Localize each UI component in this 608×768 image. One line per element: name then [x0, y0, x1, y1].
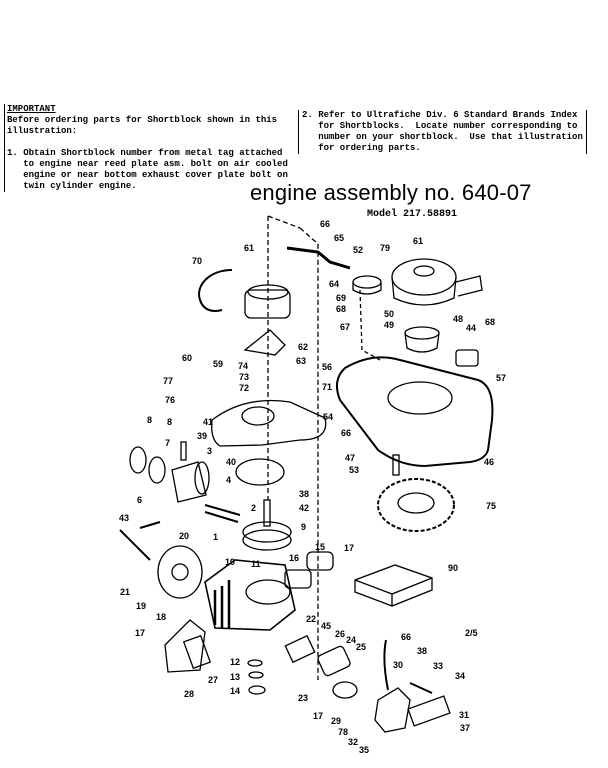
- part-number-label: 77: [163, 376, 174, 386]
- spring: [120, 530, 150, 560]
- part-number-label: 12: [230, 657, 241, 667]
- part-number-label: 38: [299, 489, 310, 499]
- part-number-label: 75: [486, 501, 497, 511]
- carburetor: [375, 688, 410, 732]
- note-item-1: 1. Obtain Shortblock number from metal tag attached to engine near reed plate asm. bolt on air cooled engine or near bottom exhaust cover plate bolt on twin cylinder engine.: [7, 148, 288, 191]
- important-heading: IMPORTANT: [7, 104, 56, 114]
- part-number-label: 10: [225, 557, 236, 567]
- part-number-label: 47: [345, 453, 356, 463]
- gasket: [236, 459, 284, 485]
- part-number-label: 78: [338, 727, 349, 737]
- crankshaft: [243, 522, 291, 542]
- part-number-label: 45: [321, 621, 332, 631]
- part-number-label: 32: [348, 737, 359, 747]
- part-number-label: 66: [320, 219, 331, 229]
- part-number-label: 19: [136, 601, 147, 611]
- part-number-label: 23: [298, 693, 309, 703]
- part-number-label: 35: [359, 745, 370, 755]
- part-number-label: 68: [336, 304, 347, 314]
- connecting-rod: [205, 505, 240, 522]
- spark-plug: [393, 455, 399, 475]
- part-number-label: 50: [384, 309, 395, 319]
- part-number-label: 24: [346, 635, 357, 645]
- part-number-label: 11: [251, 559, 261, 569]
- part-number-label: 59: [213, 359, 224, 369]
- reed-assembly: [317, 645, 352, 677]
- fuel-cap: [353, 276, 381, 288]
- part-number-label: 48: [453, 314, 464, 324]
- part-number-label: 56: [322, 362, 333, 372]
- part-number-label: 68: [485, 317, 496, 327]
- part-number-label: 61: [413, 236, 424, 246]
- part-number-label: 4: [226, 475, 232, 485]
- part-number-label: 3: [207, 446, 213, 456]
- part-number-label: 27: [208, 675, 219, 685]
- part-number-label: 49: [384, 320, 395, 330]
- piston: [172, 462, 206, 502]
- part-number-label: 63: [296, 356, 307, 366]
- part-number-label: 15: [315, 542, 326, 552]
- part-number-label: 20: [179, 531, 190, 541]
- part-number-label: 28: [184, 689, 195, 699]
- cylinder: [205, 560, 295, 630]
- part-number-label: 60: [182, 353, 193, 363]
- page-marker: 2/5: [465, 628, 478, 638]
- part-number-label: 16: [289, 553, 300, 563]
- part-number-label: 44: [466, 323, 477, 333]
- part-number-label: 52: [353, 245, 364, 255]
- piston-ring: [149, 457, 165, 483]
- part-number-label: 37: [460, 723, 471, 733]
- part-number-label: 8: [167, 417, 173, 427]
- recoil-starter: [392, 259, 456, 295]
- alignment-line: [360, 290, 380, 360]
- part-number-label: 30: [393, 660, 404, 670]
- part-number-label: 57: [496, 373, 507, 383]
- part-number-label: 66: [401, 632, 412, 642]
- part-number-label: 14: [230, 686, 241, 696]
- part-number-label: 17: [135, 628, 146, 638]
- part-number-label: 17: [313, 711, 324, 721]
- housing-opening: [388, 382, 452, 414]
- part-number-label: 1: [213, 532, 219, 542]
- part-number-label: 61: [244, 243, 255, 253]
- part-number-label: 74: [238, 361, 249, 371]
- part-number-label: 71: [322, 382, 333, 392]
- part-number-label: 65: [334, 233, 345, 243]
- bracket: [245, 330, 285, 355]
- part-number-label: 70: [192, 256, 203, 266]
- page-title: engine assembly no. 640-07: [250, 180, 532, 205]
- part-number-label: 64: [329, 279, 340, 289]
- part-number-label: 43: [119, 513, 130, 523]
- crankcase: [158, 546, 202, 598]
- part-number-label: 26: [335, 629, 346, 639]
- throttle-link: [287, 248, 350, 268]
- part-number-label: 54: [323, 412, 334, 422]
- part-number-label: 46: [484, 457, 495, 467]
- part-number-label: 6: [137, 495, 143, 505]
- piston-ring: [130, 447, 146, 473]
- piston-pin: [181, 442, 186, 460]
- part-number-label: 33: [433, 661, 444, 671]
- air-filter: [408, 696, 450, 726]
- flywheel: [378, 479, 454, 531]
- part-number-label: 72: [239, 383, 250, 393]
- wire: [199, 270, 232, 311]
- part-number-label: 53: [349, 465, 360, 475]
- note-intro: Before ordering parts for Shortblock shown in this illustration:: [7, 115, 278, 136]
- part-number-label: 17: [344, 543, 355, 553]
- model-number: Model 217.58891: [367, 209, 458, 220]
- part-number-label: 39: [197, 431, 208, 441]
- reed-plate: [285, 636, 314, 662]
- part-number-label: 69: [336, 293, 347, 303]
- part-number-label: 25: [356, 642, 367, 652]
- part-number-label: 66: [341, 428, 352, 438]
- part-number-label: 2: [251, 503, 257, 513]
- part-number-label: 76: [165, 395, 176, 405]
- part-number-label: 67: [340, 322, 351, 332]
- starter-cup: [405, 327, 439, 339]
- blower-housing: [337, 357, 495, 467]
- part-number-label: 41: [203, 417, 214, 427]
- ignition-coil: [456, 350, 478, 366]
- part-number-label: 7: [165, 438, 171, 448]
- part-number-label: 31: [459, 710, 470, 720]
- part-number-label: 22: [306, 614, 317, 624]
- part-number-label: 40: [226, 457, 237, 467]
- muffler-box: [355, 565, 432, 606]
- part-number-label: 21: [120, 587, 131, 597]
- part-number-label: 9: [301, 522, 307, 532]
- part-number-label: 18: [156, 612, 167, 622]
- part-number-label: 90: [448, 563, 459, 573]
- part-number-label: 13: [230, 672, 241, 682]
- note-item-2: 2. Refer to Ultrafiche Div. 6 Standard Brands Index for Shortblocks. Locate number corresponding to number on your shortblock. Use that illustration for ordering parts.: [298, 110, 587, 154]
- part-number-label: 42: [299, 503, 310, 513]
- part-number-label: 62: [298, 342, 309, 352]
- part-number-label: 38: [417, 646, 428, 656]
- gasket: [307, 552, 333, 570]
- part-number-label: 73: [239, 372, 250, 382]
- gasket: [333, 682, 357, 698]
- part-number-label: 8: [147, 415, 153, 425]
- part-number-label: 79: [380, 243, 391, 253]
- part-number-label: 34: [455, 671, 466, 681]
- part-number-label: 29: [331, 716, 342, 726]
